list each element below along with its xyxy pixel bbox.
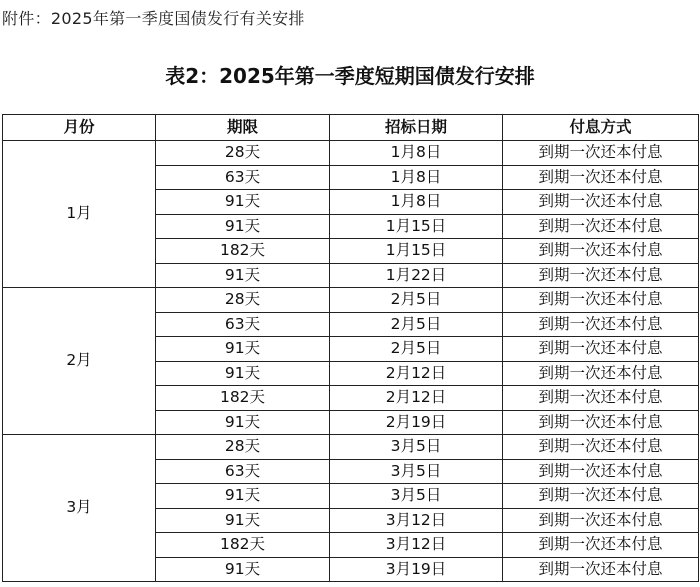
term-cell: 91天 bbox=[156, 361, 330, 386]
header-row bbox=[3, 115, 699, 141]
payment-method-cell: 到期一次还本付息 bbox=[503, 190, 699, 215]
auction-date-cell: 3月19日 bbox=[330, 557, 503, 582]
payment-method-cell: 到期一次还本付息 bbox=[503, 214, 699, 239]
payment-method-cell: 到期一次还本付息 bbox=[503, 239, 699, 264]
auction-date-cell: 2月12日 bbox=[330, 361, 503, 386]
payment-method-cell: 到期一次还本付息 bbox=[503, 533, 699, 558]
term-cell: 91天 bbox=[156, 337, 330, 362]
term-cell: 182天 bbox=[156, 533, 330, 558]
table-row bbox=[3, 435, 699, 460]
payment-method-cell: 到期一次还本付息 bbox=[503, 263, 699, 288]
auction-date-cell: 1月15日 bbox=[330, 239, 503, 264]
payment-method-cell: 到期一次还本付息 bbox=[503, 410, 699, 435]
auction-date-cell: 1月22日 bbox=[330, 263, 503, 288]
month-cell: 2月 bbox=[3, 288, 156, 435]
table-row bbox=[3, 288, 699, 313]
auction-date-cell: 1月8日 bbox=[330, 141, 503, 166]
header-term: 期限 bbox=[156, 115, 330, 141]
term-cell: 28天 bbox=[156, 141, 330, 166]
term-cell: 28天 bbox=[156, 288, 330, 313]
term-cell: 91天 bbox=[156, 214, 330, 239]
payment-method-cell: 到期一次还本付息 bbox=[503, 435, 699, 460]
table-body bbox=[3, 141, 699, 582]
term-cell: 91天 bbox=[156, 263, 330, 288]
term-cell: 63天 bbox=[156, 459, 330, 484]
term-cell: 28天 bbox=[156, 435, 330, 460]
auction-date-cell: 1月8日 bbox=[330, 190, 503, 215]
issuance-schedule-table bbox=[2, 114, 699, 582]
auction-date-cell: 1月8日 bbox=[330, 165, 503, 190]
month-cell: 3月 bbox=[3, 435, 156, 582]
term-cell: 63天 bbox=[156, 165, 330, 190]
payment-method-cell: 到期一次还本付息 bbox=[503, 141, 699, 166]
payment-method-cell: 到期一次还本付息 bbox=[503, 165, 699, 190]
auction-date-cell: 1月15日 bbox=[330, 214, 503, 239]
auction-date-cell: 2月5日 bbox=[330, 312, 503, 337]
auction-date-cell: 3月5日 bbox=[330, 459, 503, 484]
payment-method-cell: 到期一次还本付息 bbox=[503, 386, 699, 411]
auction-date-cell: 3月5日 bbox=[330, 484, 503, 509]
header-payment-method: 付息方式 bbox=[503, 115, 699, 141]
table-header bbox=[3, 115, 699, 141]
auction-date-cell: 3月5日 bbox=[330, 435, 503, 460]
term-cell: 91天 bbox=[156, 508, 330, 533]
auction-date-cell: 3月12日 bbox=[330, 533, 503, 558]
payment-method-cell: 到期一次还本付息 bbox=[503, 288, 699, 313]
annex-title: 附件：2025年第一季度国债发行有关安排 bbox=[2, 9, 305, 28]
payment-method-cell: 到期一次还本付息 bbox=[503, 361, 699, 386]
header-auction-date: 招标日期 bbox=[330, 115, 503, 141]
auction-date-cell: 2月12日 bbox=[330, 386, 503, 411]
term-cell: 91天 bbox=[156, 484, 330, 509]
payment-method-cell: 到期一次还本付息 bbox=[503, 459, 699, 484]
auction-date-cell: 2月19日 bbox=[330, 410, 503, 435]
table-title: 表2：2025年第一季度短期国债发行安排 bbox=[165, 64, 535, 88]
payment-method-cell: 到期一次还本付息 bbox=[503, 484, 699, 509]
payment-method-cell: 到期一次还本付息 bbox=[503, 508, 699, 533]
table-row bbox=[3, 141, 699, 166]
auction-date-cell: 3月12日 bbox=[330, 508, 503, 533]
payment-method-cell: 到期一次还本付息 bbox=[503, 557, 699, 582]
auction-date-cell: 2月5日 bbox=[330, 337, 503, 362]
term-cell: 91天 bbox=[156, 557, 330, 582]
header-month: 月份 bbox=[3, 115, 156, 141]
term-cell: 91天 bbox=[156, 410, 330, 435]
term-cell: 91天 bbox=[156, 190, 330, 215]
term-cell: 63天 bbox=[156, 312, 330, 337]
term-cell: 182天 bbox=[156, 239, 330, 264]
month-cell: 1月 bbox=[3, 141, 156, 288]
term-cell: 182天 bbox=[156, 386, 330, 411]
payment-method-cell: 到期一次还本付息 bbox=[503, 312, 699, 337]
payment-method-cell: 到期一次还本付息 bbox=[503, 337, 699, 362]
auction-date-cell: 2月5日 bbox=[330, 288, 503, 313]
